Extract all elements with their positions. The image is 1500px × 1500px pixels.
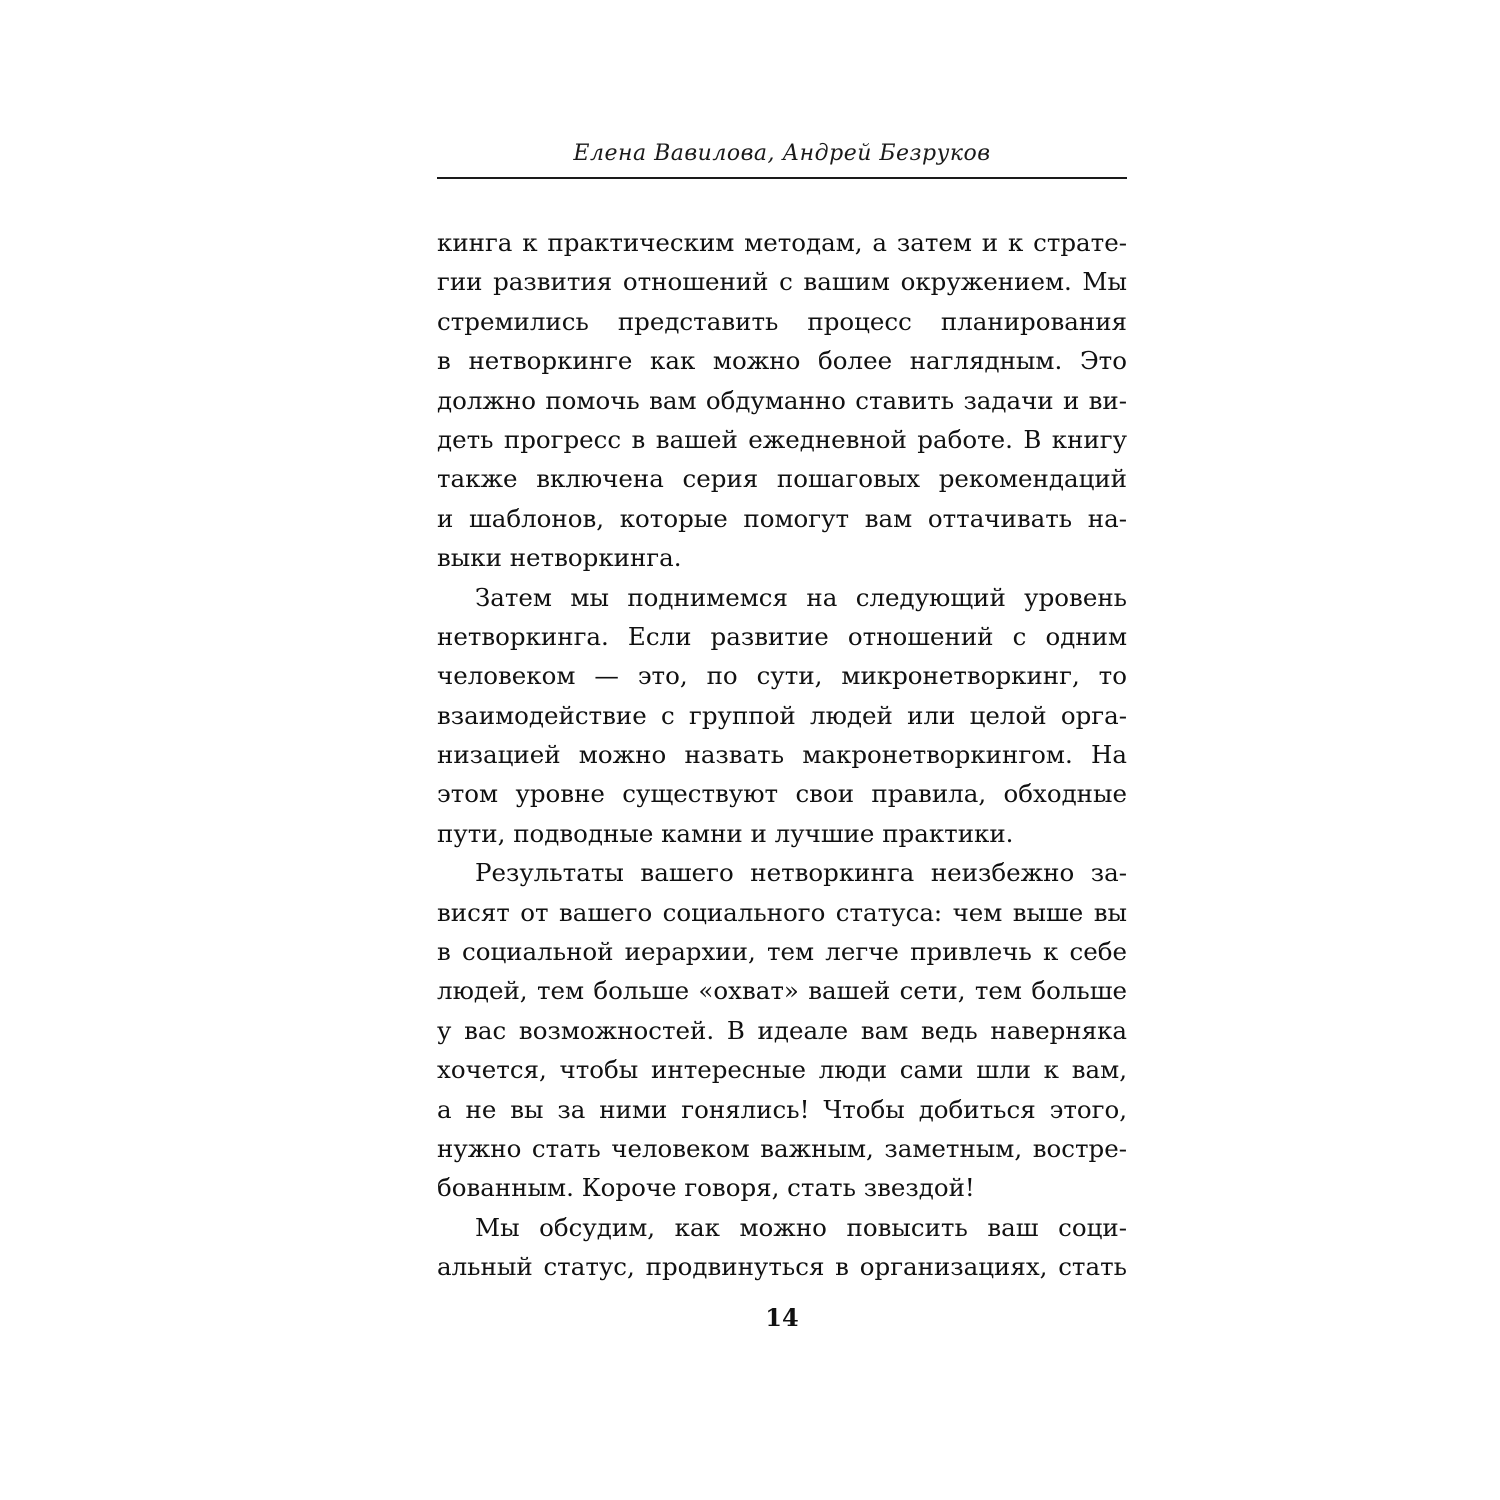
text-line: а не вы за ними гонялись! Чтобы добиться этого,	[437, 1094, 1127, 1124]
paragraph-first-line: Результаты вашего нетворкинга неизбежно за-	[475, 858, 1127, 888]
text-line: выки нетворкинга.	[437, 543, 682, 573]
text-line: пути, подводные камни и лучшие практики.	[437, 818, 1014, 848]
text-line: висят от вашего социального статуса: чем выше вы	[437, 897, 1127, 927]
header-rule	[437, 177, 1127, 179]
paragraph-first-line: Затем мы поднимемся на следующий уровень	[475, 582, 1127, 612]
text-line: людей, тем больше «охват» вашей сети, тем больше	[437, 976, 1127, 1006]
text-line: деть прогресс в вашей ежедневной работе. В книгу	[437, 424, 1127, 454]
text-line: в нетворкинге как можно более наглядным. Это	[437, 346, 1127, 376]
text-line: бованным. Короче говоря, стать звездой!	[437, 1173, 975, 1203]
running-head: Елена Вавилова, Андрей Безруков	[573, 141, 991, 166]
paragraph-first-line: Мы обсудим, как можно повысить ваш соци-	[475, 1212, 1127, 1242]
text-line: гии развития отношений с вашим окружением. Мы	[437, 267, 1127, 297]
text-line: нужно стать человеком важным, заметным, востре-	[437, 1133, 1127, 1163]
text-line: стремились представить процесс планирования	[437, 306, 1127, 336]
text-line: кинга к практическим методам, а затем и к страте-	[437, 228, 1127, 257]
text-line: у вас возможностей. В идеале вам ведь наверняка	[437, 1015, 1127, 1045]
text-line: хочется, чтобы интересные люди сами шли к вам,	[437, 1055, 1127, 1085]
text-line: этом уровне существуют свои правила, обходные	[437, 779, 1127, 809]
text-line: нетворкинга. Если развитие отношений с одним	[437, 621, 1127, 651]
text-line: низацией можно назвать макронетворкингом. На	[437, 740, 1127, 770]
text-line: также включена серия пошаговых рекомендаций	[437, 464, 1127, 494]
page-number: 14	[765, 1303, 799, 1332]
text-line: должно помочь вам обдуманно ставить задачи и ви-	[437, 385, 1127, 415]
text-line: взаимодействие с группой людей или целой орга-	[437, 700, 1127, 730]
text-line: в социальной иерархии, тем легче привлечь к себе	[437, 937, 1127, 967]
body-text	[437, 223, 1127, 1287]
text-line: альный статус, продвинуться в организациях, стать	[437, 1252, 1127, 1282]
text-line: человеком — это, по сути, микронетворкинг, то	[437, 661, 1127, 691]
text-line: и шаблонов, которые помогут вам оттачивать на-	[437, 503, 1127, 533]
